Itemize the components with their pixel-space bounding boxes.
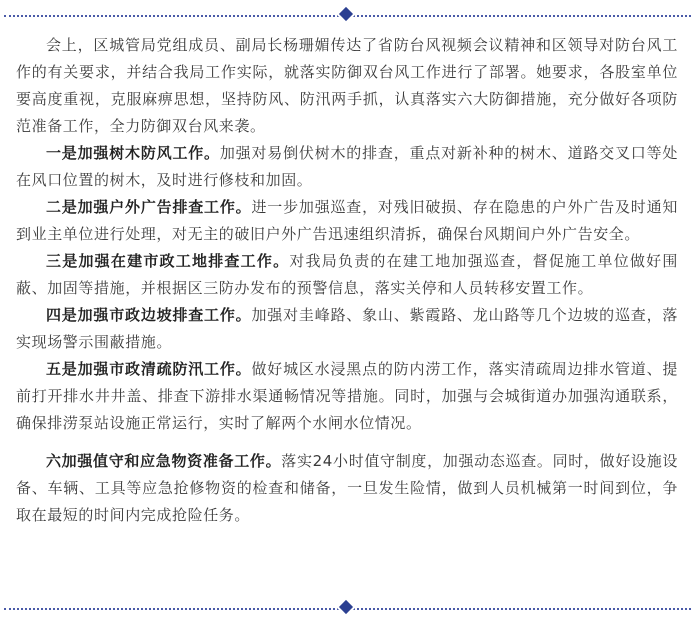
paragraph-measure-5 [16, 356, 678, 437]
paragraph-measure-2 [16, 194, 678, 248]
measure-text: 加强对易倒伏树木的排查，重点对新补种的树木、道路交叉口等处在风口位置的树木，及时进行修枝和加固。 [16, 144, 678, 189]
measure-heading: 四是加强市政边坡排查工作。 [46, 306, 252, 324]
measure-text: 对我局负责的在建工地加强巡查，督促施工单位做好围蔽、加固等措施，并根据区三防办发布的预警信息，落实关停和人员转移安置工作。 [16, 252, 678, 297]
paragraph-intro: 会上，区城管局党组成员、副局长杨珊媚传达了省防台风视频会议精神和区领导对防台风工作的有关要求，并结合我局工作实际，就落实防御双台风工作进行了部署。她要求，各股室单位要高度重视，克服麻痹思想，坚持防风、防汛两手抓，认真落实六大防御措施，充分做好各项防范准备工作，全力防御双台风来袭。 [16, 36, 678, 135]
measure-heading: 二是加强户外广告排查工作。 [46, 198, 252, 216]
paragraph-measure-1 [16, 140, 678, 194]
measure-text: 做好城区水浸黑点的防内涝工作，落实清疏周边排水管道、提前打开排水井井盖、排查下游排水渠通畅情况等措施。同时，加强与会城街道办加强沟通联系，确保排涝泵站设施正常运行，实时了解两个水闸水位情况。 [16, 360, 678, 432]
measure-heading: 六加强值守和应急物资准备工作。 [46, 452, 282, 470]
bottom-divider [4, 601, 691, 617]
paragraph-measure-6 [16, 448, 678, 529]
diamond-icon [339, 600, 353, 614]
measure-heading: 三是加强在建市政工地排查工作。 [46, 252, 290, 270]
measure-text: 进一步加强巡查，对残旧破损、存在隐患的户外广告及时通知到业主单位进行处理，对无主的破旧户外广告迅速组织清拆，确保台风期间户外广告安全。 [16, 198, 678, 243]
measure-text: 加强对圭峰路、象山、紫霞路、龙山路等几个边坡的巡查，落实现场警示围蔽措施。 [16, 306, 678, 351]
measure-text: 落实24小时值守制度，加强动态巡查。同时，做好设施设备、车辆、工具等应急抢修物资的检查和储备，一旦发生险情，做到人员机械第一时间到位，争取在最短的时间内完成抢险任务。 [16, 452, 678, 524]
paragraph-measure-4 [16, 302, 678, 356]
top-divider [4, 8, 691, 24]
paragraph-measure-3 [16, 248, 678, 302]
measure-heading: 五是加强市政清疏防汛工作。 [46, 360, 252, 378]
diamond-icon [339, 7, 353, 21]
measure-heading: 一是加强树木防风工作。 [46, 144, 220, 162]
article-body [16, 32, 678, 529]
